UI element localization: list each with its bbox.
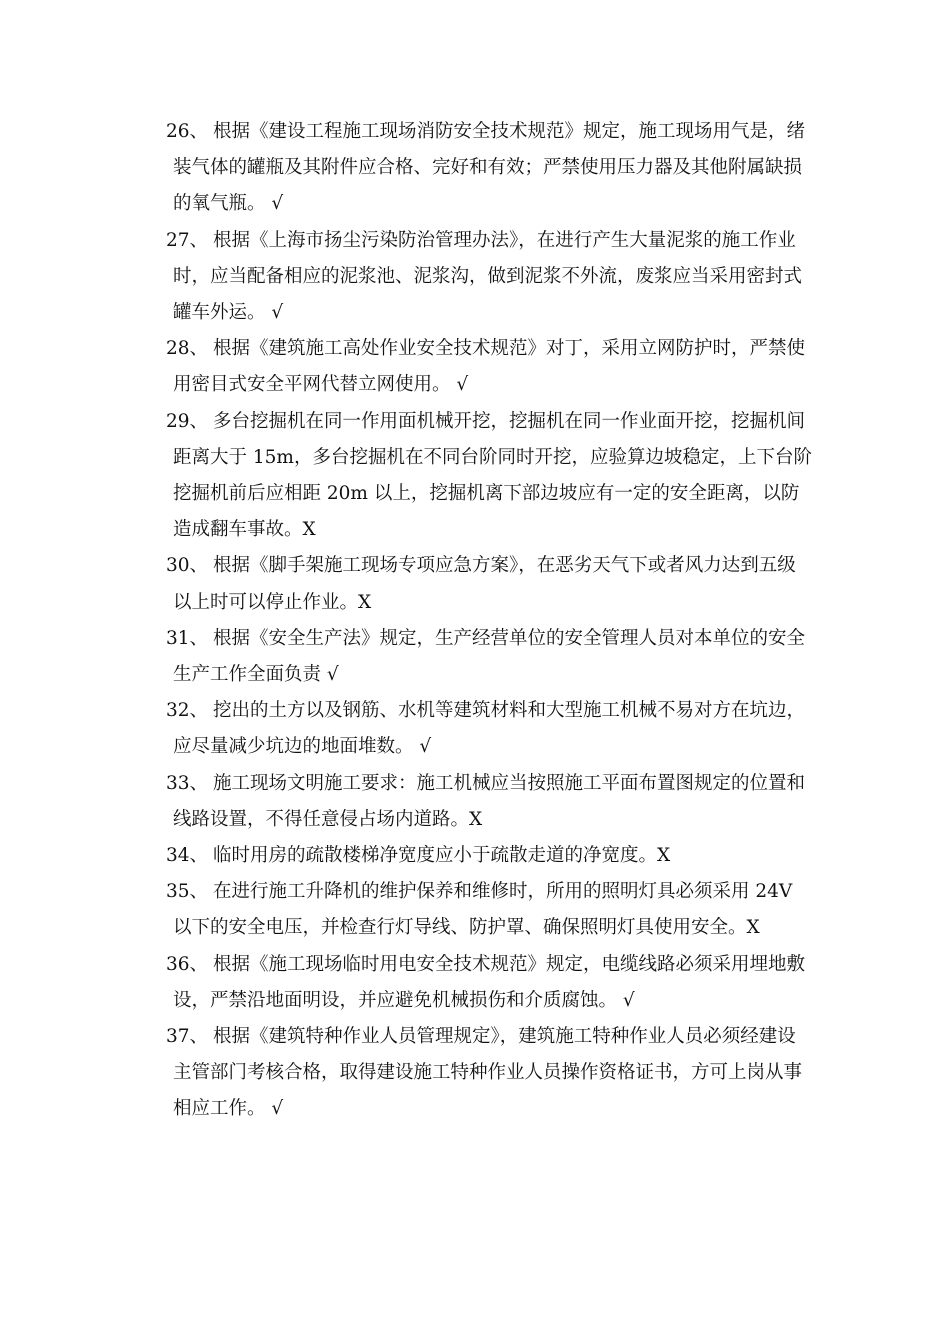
list-item <box>0 874 950 946</box>
list-item <box>0 947 950 1019</box>
list-item <box>0 621 950 693</box>
item-number: 31、 <box>166 627 209 649</box>
item-number: 28、 <box>166 338 209 360</box>
item-number: 36、 <box>166 953 209 975</box>
question-list <box>0 114 950 1128</box>
item-number: 32、 <box>166 700 209 722</box>
list-item <box>0 548 950 620</box>
item-text: 施工现场文明施工要求：施工机械应当按照施工平面布置图规定的位置和线路设置，不得任意侵占场内道路。X <box>173 772 806 830</box>
item-text: 临时用房的疏散楼梯净宽度应小于疏散走道的净宽度。X <box>213 845 671 867</box>
list-item <box>0 223 950 332</box>
list-item <box>0 693 950 765</box>
item-text: 挖出的土方以及钢筋、水机等建筑材料和大型施工机械不易对方在坑边，应尽量减少坑边的地面堆数。 √ <box>173 700 806 758</box>
item-text: 根据《建筑特种作业人员管理规定》，建筑施工特种作业人员必须经建设主管部门考核合格，取得建设施工特种作业人员操作资格证书，方可上岗从事相应工作。 √ <box>173 1026 803 1120</box>
item-text: 多台挖掘机在同一作用面机械开挖，挖掘机在同一作业面开挖，挖掘机间距离大于 15m，多台挖掘机在不同台阶同时开挖，应验算边坡稳定，上下台阶挖掘机前后应相距 20m 以上，挖掘机离下部边坡应有一定的安全距离，以防造成翻车事故。X <box>173 410 812 541</box>
list-item <box>0 331 950 403</box>
list-item <box>0 838 950 874</box>
item-text: 在进行施工升降机的维护保养和维修时，所用的照明灯具必须采用 24V 以下的安全电压，并检查行灯导线、防护罩、确保照明灯具使用安全。X <box>173 881 793 939</box>
list-item <box>0 114 950 223</box>
item-number: 30、 <box>166 555 209 577</box>
list-item <box>0 1019 950 1128</box>
item-text: 根据《脚手架施工现场专项应急方案》，在恶劣天气下或者风力达到五级以上时可以停止作业。X <box>173 555 796 613</box>
item-text: 根据《建筑施工高处作业安全技术规范》对丁，采用立网防护时，严禁使用密目式安全平网代替立网使用。 √ <box>173 338 806 396</box>
item-number: 35、 <box>166 881 209 903</box>
item-number: 26、 <box>166 121 209 142</box>
item-text: 根据《安全生产法》规定，生产经营单位的安全管理人员对本单位的安全生产工作全面负责 √ <box>173 627 806 686</box>
item-number: 33、 <box>166 772 209 794</box>
item-number: 27、 <box>166 229 209 251</box>
item-text: 根据《建设工程施工现场消防安全技术规范》规定，施工现场用气是，绪装气体的罐瓶及其附件应合格、完好和有效；严禁使用压力器及其他附属缺损的氧气瓶。 √ <box>173 121 806 215</box>
item-text: 根据《上海市扬尘污染防治管理办法》，在进行产生大量泥浆的施工作业时，应当配备相应的泥浆池、泥浆沟，做到泥浆不外流，废浆应当采用密封式罐车外运。 √ <box>173 229 803 324</box>
item-text: 根据《施工现场临时用电安全技术规范》规定，电缆线路必须采用埋地敷设，严禁沿地面明设，并应避免机械损伤和介质腐蚀。 √ <box>173 953 806 1011</box>
list-item <box>0 766 950 838</box>
item-number: 29、 <box>166 410 209 432</box>
item-number: 37、 <box>166 1026 209 1048</box>
list-item <box>0 404 950 549</box>
item-number: 34、 <box>166 845 209 867</box>
